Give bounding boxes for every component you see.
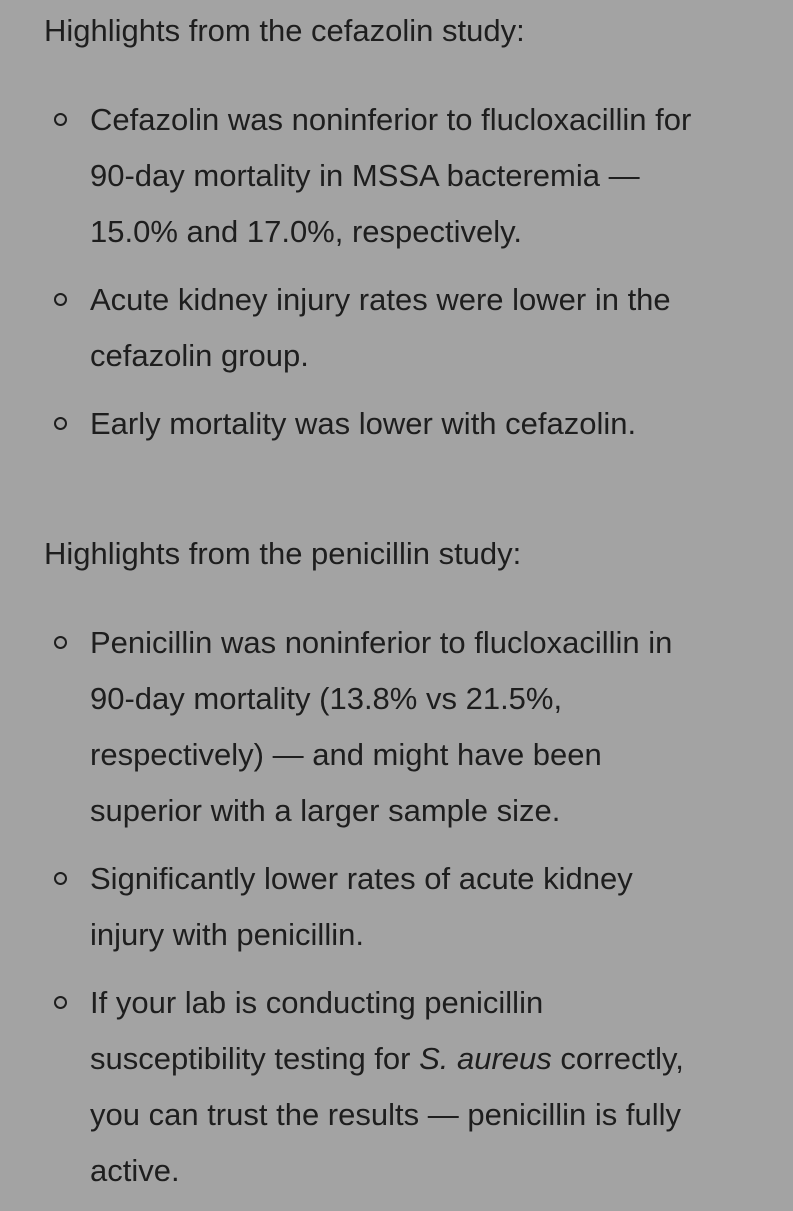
- hollow-circle-bullet-icon: [54, 996, 67, 1009]
- list-item: [44, 272, 710, 384]
- hollow-circle-bullet-icon: [54, 293, 67, 306]
- penicillin-highlights-list: [44, 615, 710, 1211]
- list-item-text-before: If your lab is conducting penicillin susceptibility testing for: [90, 985, 544, 1076]
- list-item-text: Cefazolin was noninferior to flucloxacillin for 90-day mortality in MSSA bacteremia — 15.0% and 17.0%, respectively.: [90, 102, 692, 249]
- list-item-text-after: correctly, you can trust the results — penicillin is fully active.: [90, 1041, 684, 1188]
- list-item: [44, 851, 710, 963]
- hollow-circle-bullet-icon: [54, 417, 67, 430]
- list-item-text: Acute kidney injury rates were lower in the cefazolin group.: [90, 282, 671, 373]
- list-item: [44, 396, 710, 452]
- section-heading-cefazolin: Highlights from the cefazolin study:: [44, 13, 525, 48]
- list-item: [44, 615, 710, 839]
- organism-name-italic: S. aureus: [419, 1041, 552, 1076]
- hollow-circle-bullet-icon: [54, 872, 67, 885]
- list-item: [44, 975, 710, 1199]
- cefazolin-highlights-list: [44, 92, 710, 464]
- hollow-circle-bullet-icon: [54, 113, 67, 126]
- list-item-text: Significantly lower rates of acute kidney injury with penicillin.: [90, 861, 633, 952]
- hollow-circle-bullet-icon: [54, 636, 67, 649]
- list-item-text: Penicillin was noninferior to flucloxacillin in 90-day mortality (13.8% vs 21.5%, respectively) — and might have been superior with a larger sample size.: [90, 625, 673, 828]
- list-item: [44, 92, 710, 260]
- section-heading-penicillin: Highlights from the penicillin study:: [44, 536, 522, 571]
- list-item-text: Early mortality was lower with cefazolin.: [90, 406, 637, 441]
